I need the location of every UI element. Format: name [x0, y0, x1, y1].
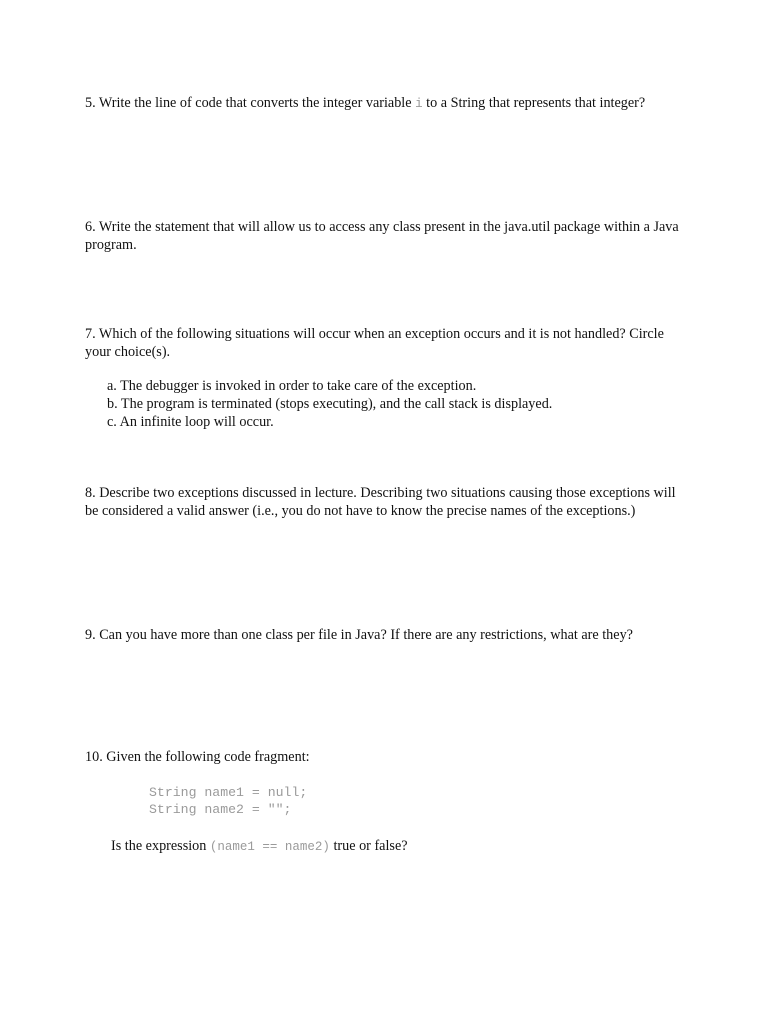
- code-line-2: String name2 = "";: [149, 802, 292, 817]
- question-10-prompt-end: true or false?: [329, 838, 408, 854]
- question-5: [85, 94, 725, 113]
- question-5-text-end: to a String that represents that integer?: [422, 95, 646, 111]
- question-5-variable: i: [415, 97, 423, 111]
- question-9: 9. Can you have more than one class per file in Java? If there are any restrictions, what are they?: [85, 627, 633, 643]
- question-7-option-c: c. An infinite loop will occur.: [107, 414, 274, 430]
- question-10-prompt: [111, 837, 408, 856]
- question-10-expression: (name1 == name2): [209, 840, 330, 854]
- question-10: 10. Given the following code fragment:: [85, 749, 310, 765]
- code-line-1: String name1 = null;: [149, 785, 308, 800]
- question-6: 6. Write the statement that will allow us to access any class present in the java.util package within a Java program.: [85, 219, 679, 253]
- question-7-option-b: b. The program is terminated (stops executing), and the call stack is displayed.: [107, 396, 553, 412]
- question-7: 7. Which of the following situations will occur when an exception occurs and it is not handled? Circle your choice(s).: [85, 326, 664, 360]
- question-10-prompt-start: Is the expression: [111, 838, 210, 854]
- question-8: 8. Describe two exceptions discussed in lecture. Describing two situations causing those exceptions will be considered a valid answer (i.e., you do not have to know the precise names of the exceptions.): [85, 485, 676, 519]
- question-5-text-start: 5. Write the line of code that converts the integer variable: [85, 95, 416, 111]
- question-7-option-a: a. The debugger is invoked in order to take care of the exception.: [107, 378, 477, 394]
